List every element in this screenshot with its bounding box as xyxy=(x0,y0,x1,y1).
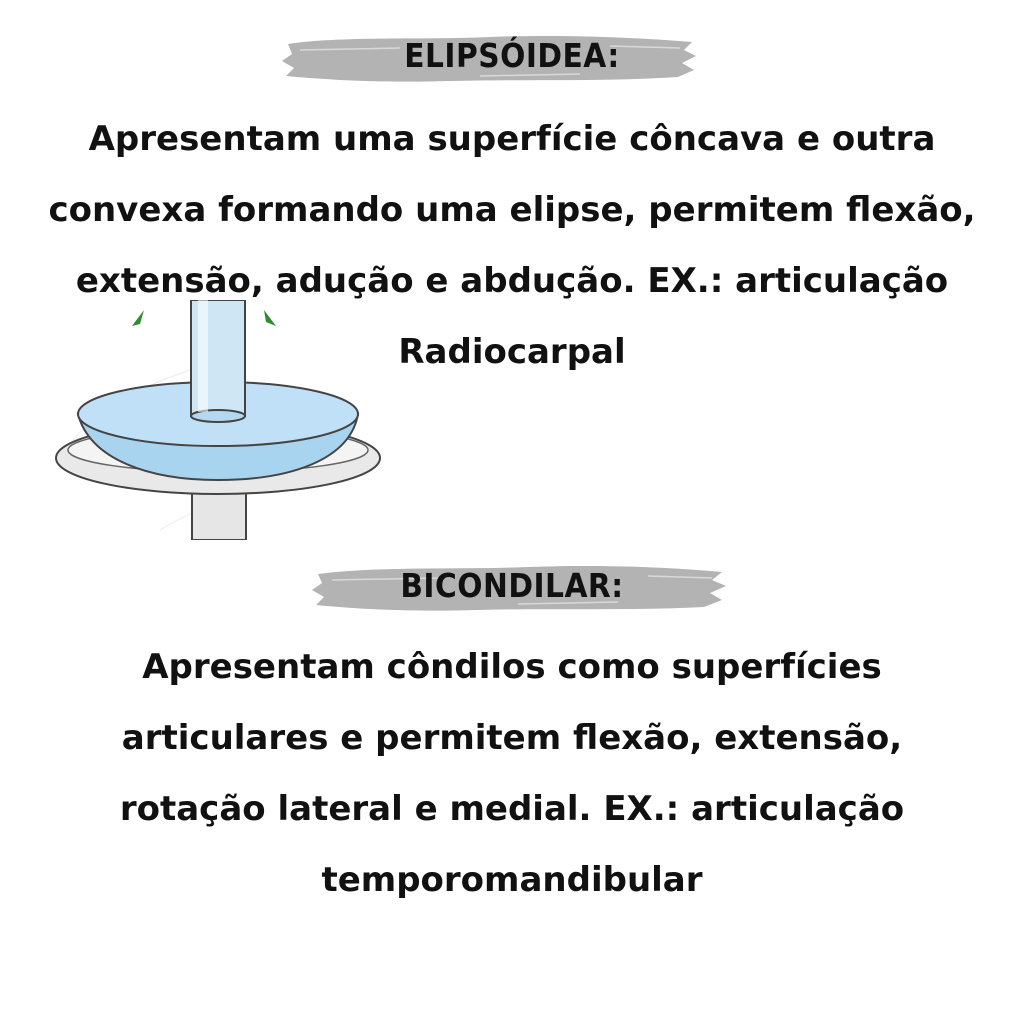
text-line: Apresentam côndilos como superfícies xyxy=(142,647,882,687)
section2-heading: BICONDILAR: xyxy=(400,566,624,605)
text-line: Apresentam uma superfície côncava e outra xyxy=(88,119,936,159)
text-line: articulares e permitem flexão, extensão, xyxy=(121,718,903,758)
text-line: rotação lateral e medial. EX.: articulação xyxy=(119,789,905,829)
text-line: extensão, adução e abdução. EX.: articulação xyxy=(75,261,949,301)
text-line: temporomandibular xyxy=(321,860,703,900)
section1-heading: ELIPSÓIDEA: xyxy=(404,36,620,75)
section1-description xyxy=(20,104,1004,388)
lower-stem xyxy=(192,490,246,540)
text-line: convexa formando uma elipse, permitem flexão, xyxy=(48,190,976,230)
text-line: Radiocarpal xyxy=(398,332,626,372)
section2-description xyxy=(20,632,1004,916)
